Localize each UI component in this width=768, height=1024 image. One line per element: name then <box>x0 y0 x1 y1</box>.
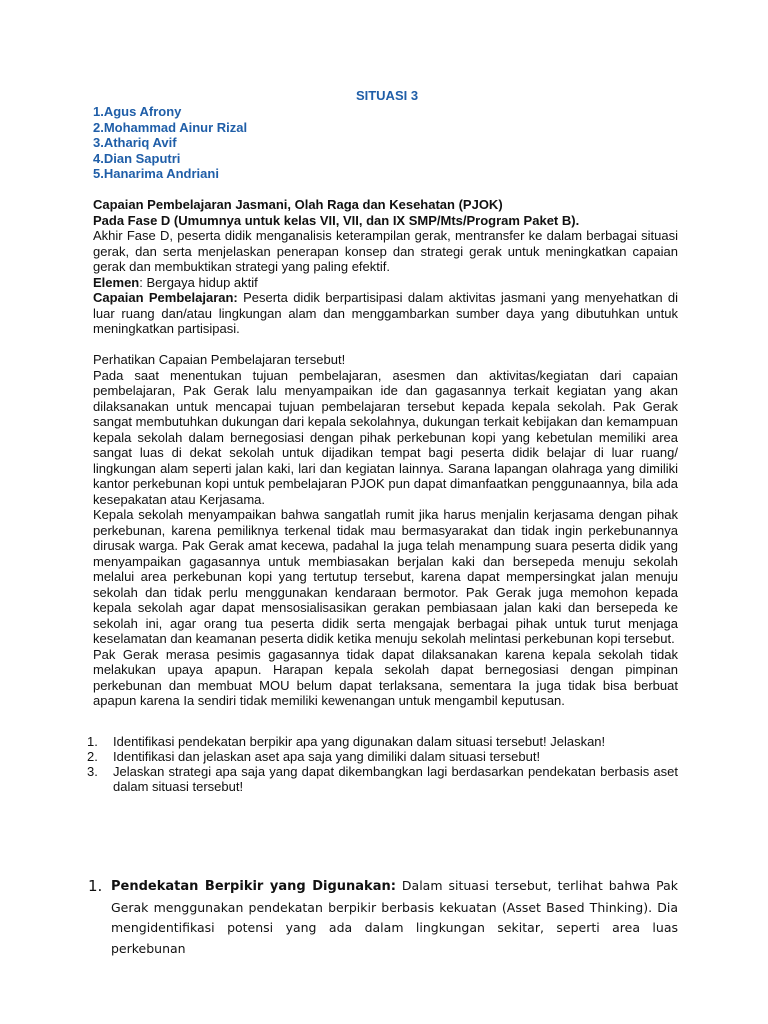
answer-lead: Pendekatan Berpikir yang Digunakan: <box>111 879 396 894</box>
situation-paragraph-1: Pada saat menentukan tujuan pembelajaran, asesmen dan aktivitas/kegiatan dari capaian pembelajaran, Pak Gerak lalu menyampaikan ide dan gagasannya terkait kegiatan yang akan dilaksanakan untuk mencapai tujuan pembelajaran tersebut kepada kepala sekolah. Pak Gerak sangat membutuhkan dukungan dari kepala sekolahnya, dukungan terkait kebijakan dan kemampuan kepala sekolah dalam bernegosiasi dengan pihak perkebunan kopi yang kebetulan memiliki area sangat luas di dekat sekolah untuk dijadikan tempat bagi peserta didik belajar di luar ruang/ lingkungan alam seperti jalan kaki, lari dan kegiatan lainnya. Sarana lapangan olahraga yang dimiliki kantor perkebunan kopi untuk pembelajaran PJOK pun dapat dimanfaatkan penggunaannya, bila ada kesepakatan atau Kerjasama. <box>93 367 678 507</box>
question-number: 3. <box>87 764 98 779</box>
answer-text: Dalam situasi tersebut, terlihat bahwa Pak Gerak menggunakan pendekatan berpikir berbasis kekuatan (Asset Based Thinking). Dia mengidentifikasi potensi yang ada dalam lingkungan sekitar, seperti area luas perkebunan <box>111 878 678 956</box>
member-name: 2.Mohammad Ainur Rizal <box>93 119 248 135</box>
member-name: 3.Athariq Avif <box>93 135 177 150</box>
capaian-label: Capaian Pembelajaran: <box>93 290 238 305</box>
spacer <box>93 337 678 353</box>
situation-paragraph-3: Pak Gerak merasa pesimis gagasannya tidak dapat dilaksanakan karena kepala sekolah tidak melakukan upaya apapun. Harapan kepala sekolah dapat bernegosiasi dengan pimpinan perkebunan dan membuat MOU belum dapat terlaksana, sementara Ia juga tidak bisa berbuat apapun karena Ia sendiri tidak memiliki kewenangan untuk mengambil keputusan. <box>93 646 678 708</box>
perhatikan-line: Perhatikan Capaian Pembelajaran tersebut! <box>93 352 346 367</box>
elemen-label: Elemen <box>93 274 140 290</box>
question-text: Jelaskan strategi apa saja yang dapat dikembangkan lagi berdasarkan pendekatan berbasis aset dalam situasi tersebut! <box>113 764 678 794</box>
member-name: 1.Agus Afrony <box>93 104 182 119</box>
capaian-line <box>93 290 678 337</box>
elemen-value: : Bergaya hidup aktif <box>139 274 258 290</box>
spacer <box>93 724 678 734</box>
cp-heading: Capaian Pembelajaran Jasmani, Olah Raga dan Kesehatan (PJOK) <box>93 197 503 212</box>
question-item <box>87 764 678 794</box>
question-item <box>87 734 678 749</box>
capaian-value: Peserta didik berpartisipasi dalam aktivitas jasmani yang menyehatkan di luar ruang dan/atau lingkungan alam dan menggambarkan sumber daya yang dibutuhkan untuk meningkatkan partisipasi. <box>93 290 678 336</box>
question-list <box>87 734 678 794</box>
fase-heading: Pada Fase D (Umumnya untuk kelas VII, VII, dan IX SMP/Mts/Program Paket B). <box>93 212 580 228</box>
member-name: 4.Dian Saputri <box>93 150 181 166</box>
question-number: 2. <box>87 749 98 764</box>
spacer <box>93 709 678 725</box>
fase-text: Akhir Fase D, peserta didik menganalisis keterampilan gerak, mentransfer ke dalam berbagai situasi gerak, dan serta menjelaskan penerapan konsep dan strategi gerak untuk meningkatkan capaian gerak dan membuktikan strategi yang paling efektif. <box>93 228 678 274</box>
answer-body <box>111 876 678 959</box>
answer-number: 1. <box>88 877 103 895</box>
document-content <box>87 88 678 794</box>
question-number: 1. <box>87 734 98 749</box>
question-item <box>87 749 678 764</box>
elemen-line <box>93 275 678 291</box>
question-text: Identifikasi dan jelaskan aset apa saja yang dimiliki dalam situasi tersebut! <box>113 749 541 764</box>
answer-section <box>88 876 678 959</box>
member-list <box>93 104 678 182</box>
question-text: Identifikasi pendekatan berpikir apa yang digunakan dalam situasi tersebut! Jelaskan! <box>113 734 606 749</box>
spacer <box>93 182 678 198</box>
page-title: SITUASI 3 <box>355 88 419 103</box>
member-name: 5.Hanarima Andriani <box>93 166 219 181</box>
situation-paragraph-2: Kepala sekolah menyampaikan bahwa sangatlah rumit jika harus menjalin kerjasama dengan pihak perkebunan, karena pemiliknya terkenal tidak mau bermasyarakat dan tidak ingin perkebunannya dirusak warga. Pak Gerak amat kecewa, padahal Ia juga telah menampung suara peserta didik yang menyampaikan gagasannya untuk membiasakan berjalan kaki dan bersepeda menuju sekolah melalui area perkebunan kopi yang tertutup tersebut, karena dapat mempersingkat jalan menuju sekolah dan tidak perlu menggunakan kendaraan bermotor. Pak Gerak juga memohon kepada kepala sekolah agar dapat mensosialisasikan gerakan pembiasaan jalan kaki dan bersepeda ke sekolah ini, agar orang tua peserta didik serta mengajak berbagai pihak untuk turut menjaga keselamatan dan keamanan peserta didik ketika menuju sekolah melintasi perkebunan kopi tersebut. <box>93 507 678 646</box>
